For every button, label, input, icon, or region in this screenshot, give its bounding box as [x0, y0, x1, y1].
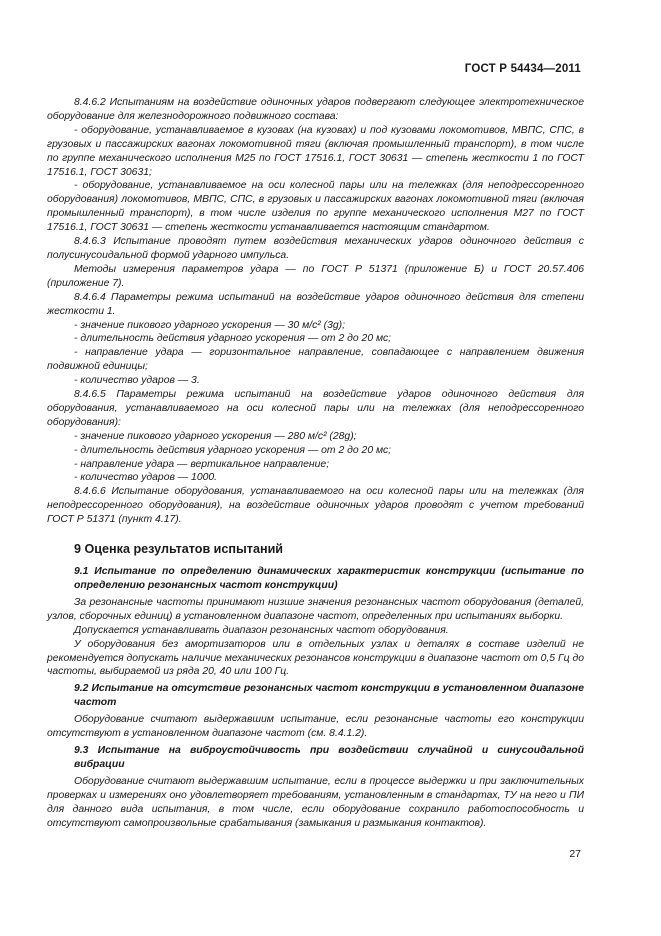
paragraph: За резонансные частоты принимают низшие значения резонансных частот оборудования (деталей, узлов, сборочных единиц) в установленном диапазоне частот, определенных при испытаниях выборки.: [47, 596, 584, 622]
page-number: 27: [569, 848, 581, 860]
list-item: - оборудование, устанавливаемое на оси колесной пары или на тележках (для неподрессоренного оборудования) локомотивов, МВПС, СПС, в грузовых и пассажирских вагонах локомотивной тяги (включая промышленный транспорт), в том числе изделия по группе механического исполнения М27 по ГОСТ 17516.1, ГОСТ 30631 — степень жесткости устанавливается настоящим стандартом.: [47, 180, 584, 234]
paragraph: 8.4.6.3 Испытание проводят путем воздействия механических ударов одиночного действия с полусинусоидальной формой ударного импульса.: [47, 236, 584, 261]
list-item: - количество ударов — 3.: [74, 375, 200, 387]
list-item: - значение пикового ударного ускорения — 30 м/с² (3g);: [74, 319, 345, 331]
list-item: - длительность действия ударного ускорения — от 2 до 20 мс;: [74, 444, 392, 456]
paragraph: Оборудование считают выдержавшим испытание, если резонансные частоты его конструкции отсутствуют в установленном диапазоне частот (см. 8.4.1.2).: [47, 714, 584, 740]
paragraph: Методы измерения параметров удара — по ГОСТ Р 51371 (приложение Б) и ГОСТ 20.57.406 (приложение 7).: [47, 263, 584, 289]
paragraph: 8.4.6.4 Параметры режима испытаний на воздействие ударов одиночного действия для степени жесткости 1.: [47, 291, 584, 317]
page-body: [47, 96, 584, 830]
paragraph: 8.4.6.5 Параметры режима испытаний на воздействие ударов одиночного действия для оборудования, устанавливаемого на оси колесной пары или на тележках (для неподрессоренного оборудования):: [47, 389, 584, 428]
list-item: - направление удара — горизонтальное направление, совпадающее с направлением движения подвижной единицы;: [47, 347, 584, 373]
paragraph: 8.4.6.6 Испытание оборудования, устанавливаемого на оси колесной пары или на тележках (для неподрессоренного оборудования), на воздействие одиночных ударов проводят с учетом требований ГОСТ Р 51371 (пункт 4.17).: [47, 486, 584, 526]
subsection-heading: 9.2 Испытание на отсутствие резонансных частот конструкции в установленном диапазоне частот: [74, 683, 584, 709]
paragraph: 8.4.6.2 Испытаниям на воздействие одиночных ударов подвергают следующее электротехническое оборудование для железнодорожного подвижного состава:: [47, 97, 584, 122]
list-item: - длительность действия ударного ускорения — от 2 до 20 мс;: [74, 333, 392, 345]
paragraph: У оборудования без амортизаторов или в отдельных узлах и деталях в составе изделий не рекомендуется допускать наличие механических резонансов конструкции в диапазоне частот от 0,5 Гц до частоты, выбираемой из ряда 20, 40 или 100 Гц.: [47, 638, 584, 678]
list-item: - количество ударов — 1000.: [74, 472, 218, 484]
list-item: - значение пикового ударного ускорения — 280 м/с² (28g);: [74, 430, 357, 442]
list-item: - оборудование, устанавливаемое в кузовах (на кузовах) и под кузовами локомотивов, МВПС, СПС, в грузовых и пассажирских вагонах локомотивной тяги (включая промышленный транспорт), в том числе по группе механического исполнения М25 по ГОСТ 17516.1, ГОСТ 30631 — степень жесткости 1 по ГОСТ 17516.1, ГОСТ 30631;: [47, 124, 584, 178]
paragraph: Допускается устанавливать диапазон резонансных частот оборудования.: [74, 624, 449, 636]
subsection-heading: 9.1 Испытание по определению динамических характеристик конструкции (испытание по определению резонансных частот конструкции): [74, 566, 584, 591]
list-item: - направление удара — вертикальное направление;: [74, 458, 330, 470]
subsection-heading: 9.3 Испытание на виброустойчивость при воздействии случайной и синусоидальной вибрации: [74, 744, 584, 770]
paragraph: Оборудование считают выдержавшим испытание, если в процессе выдержки и при заключительных проверках и измерениях оно удовлетворяет требованиям, установленным в стандартах, ТУ на него и ПИ для данного вида испытания, в том числе, если оборудование сохранило работоспособность и отсутствуют самопроизвольные срабатывания (замыкания и размыкания контактов).: [47, 775, 584, 829]
document-header: ГОСТ Р 54434—2011: [464, 63, 581, 75]
section-heading: 9 Оценка результатов испытаний: [74, 542, 284, 557]
